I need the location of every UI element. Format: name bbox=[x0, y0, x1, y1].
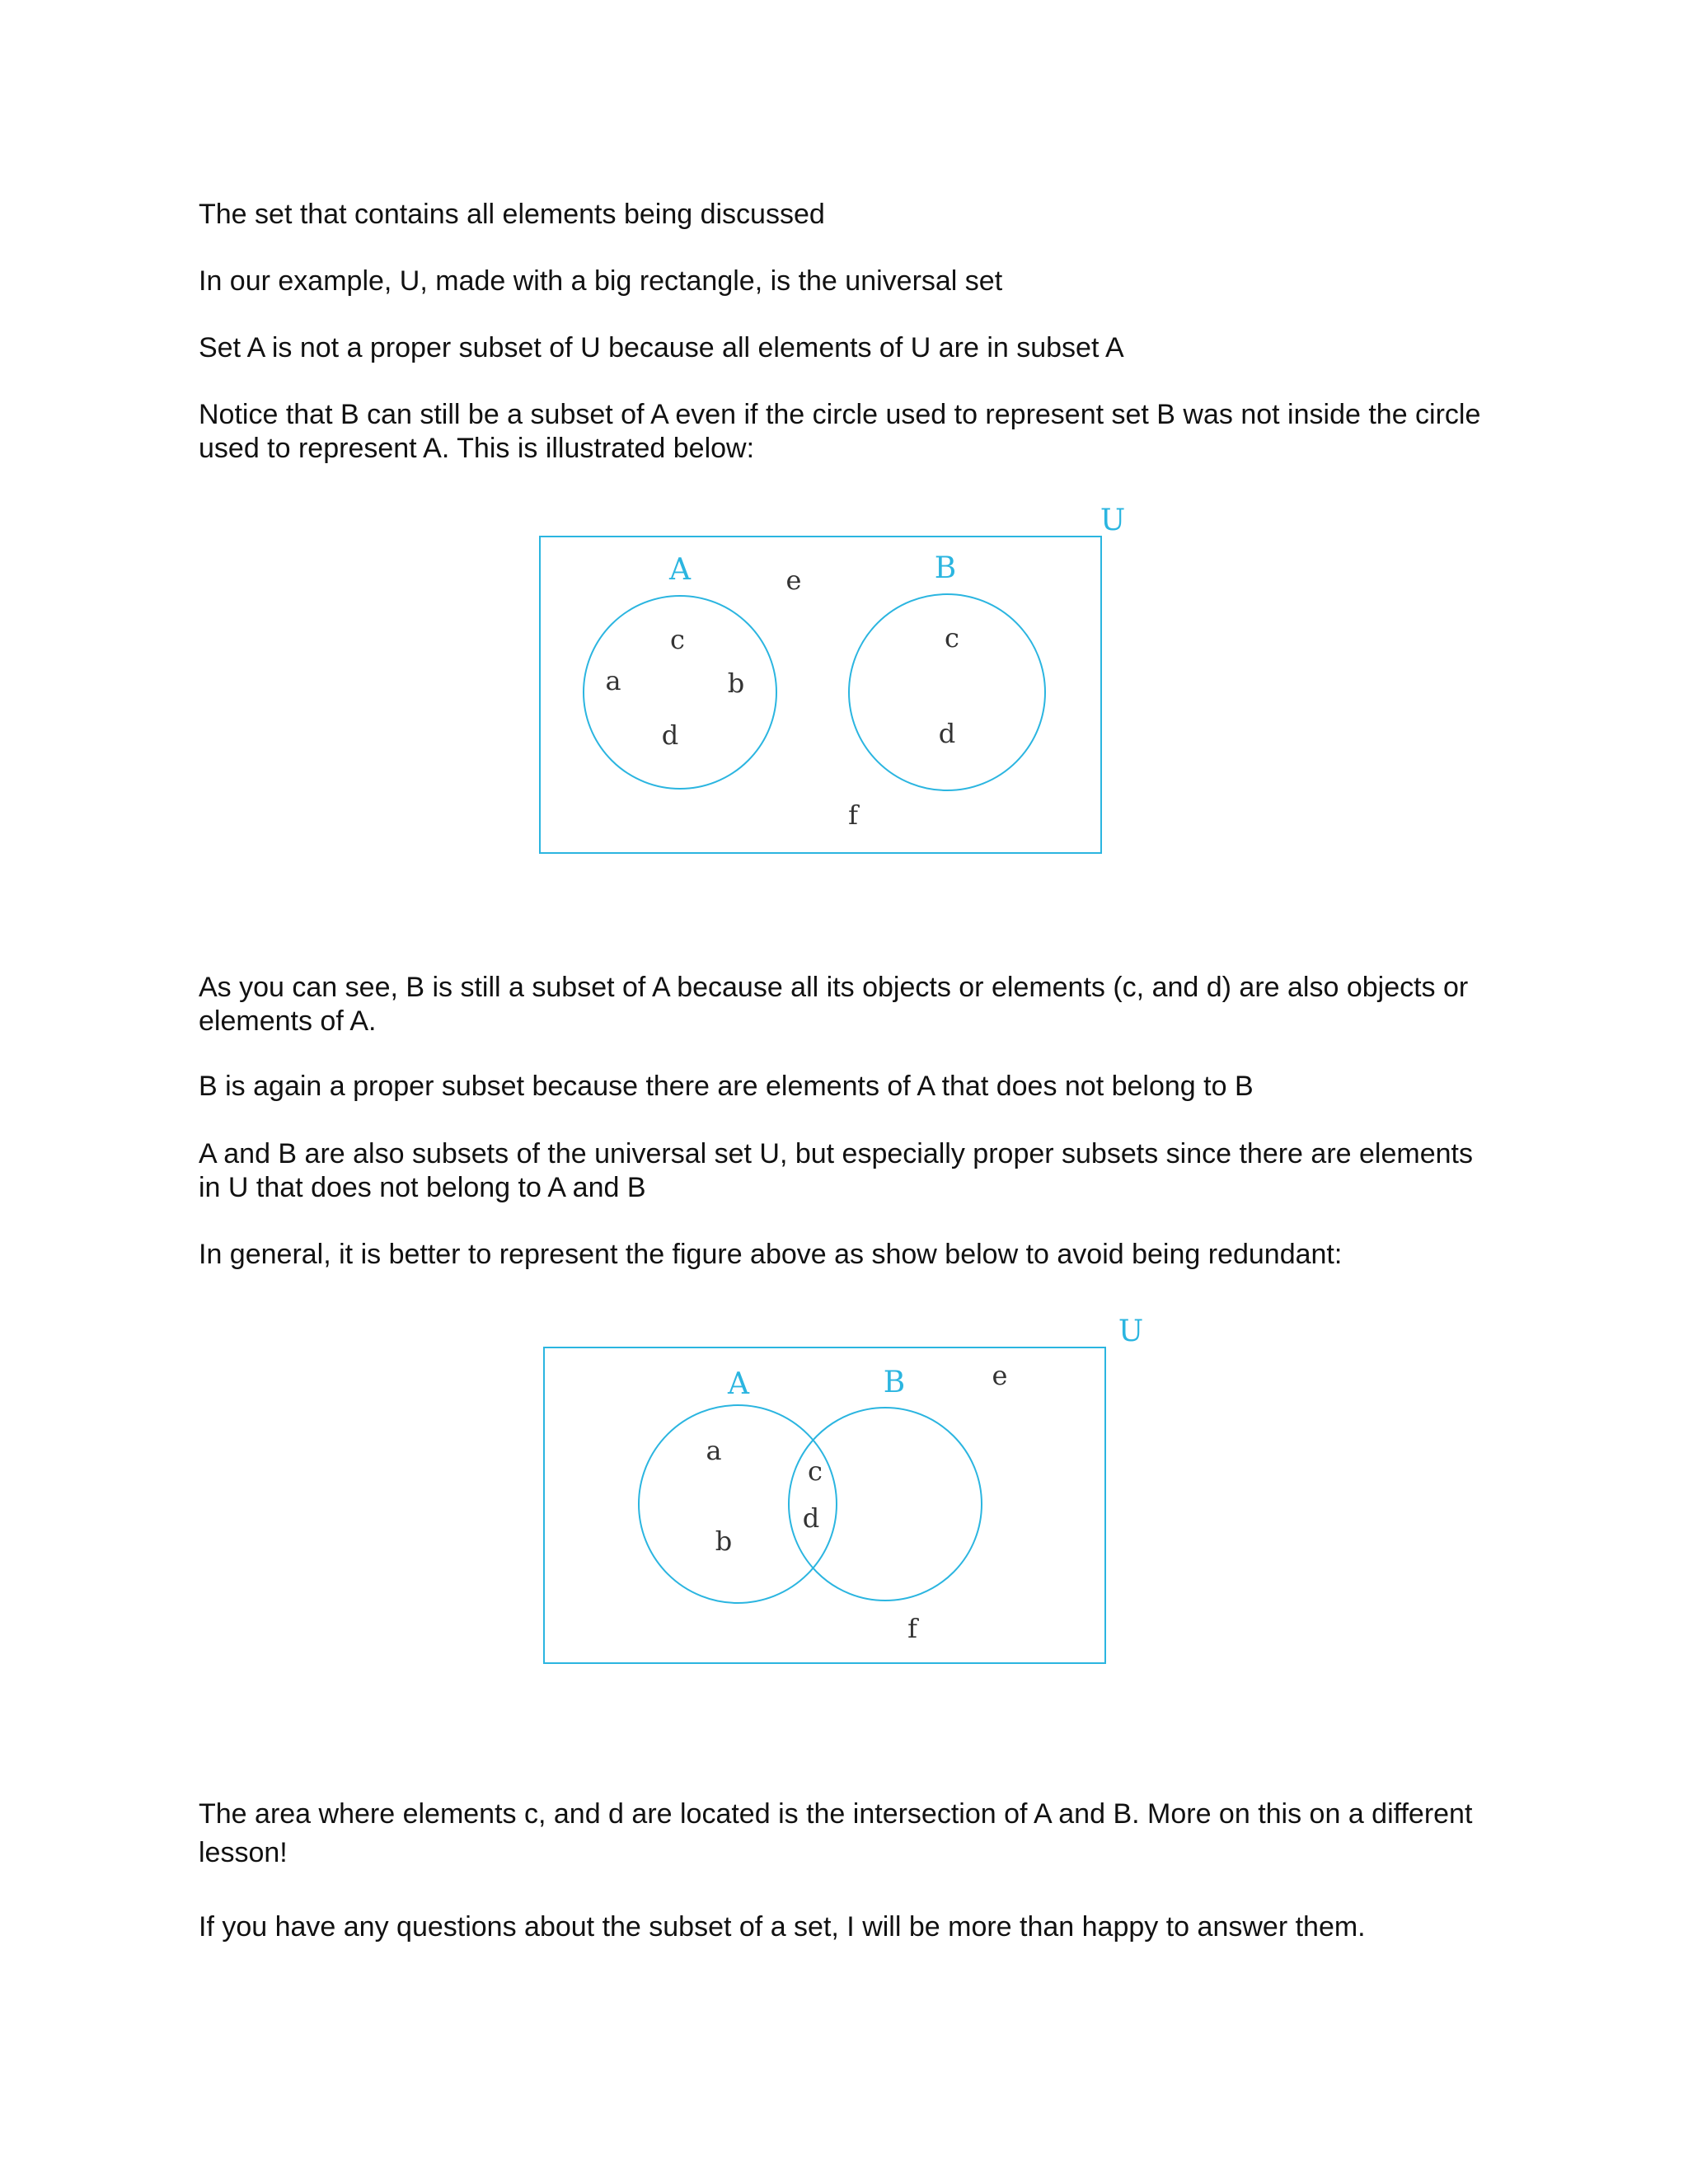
paragraph-still-subset: As you can see, B is still a subset of A because all its objects or elements (c, and d) are also objects or elements of A. bbox=[199, 972, 1469, 1037]
universe-label: U bbox=[1100, 504, 1126, 537]
element-f: f bbox=[848, 799, 858, 831]
element-a: a bbox=[706, 1435, 722, 1466]
element-c-in-a: c bbox=[670, 624, 685, 655]
element-b: b bbox=[727, 668, 745, 699]
paragraph-proper-subset: B is again a proper subset because there are elements of A that does not belong to B bbox=[199, 1071, 1254, 1102]
set-b-label: B bbox=[934, 551, 957, 585]
element-c-in-b: c bbox=[945, 622, 959, 654]
element-e: e bbox=[992, 1360, 1008, 1391]
paragraph-notice: Notice that B can still be a subset of A even if the circle used to represent set B was not inside the circle used to represent A. This is illustrated below: bbox=[199, 399, 1481, 464]
element-a: a bbox=[605, 665, 621, 696]
set-a-label: A bbox=[728, 1367, 749, 1401]
universe-rectangle bbox=[544, 1347, 1105, 1663]
element-d-intersection: d bbox=[802, 1502, 820, 1534]
element-e: e bbox=[785, 565, 802, 596]
set-b-label: B bbox=[883, 1366, 906, 1399]
set-a-label: A bbox=[669, 553, 691, 587]
universe-rectangle bbox=[540, 537, 1101, 853]
paragraph-in-general: In general, it is better to represent the figure above as show below to avoid being redundant: bbox=[199, 1239, 1343, 1270]
element-d-in-b: d bbox=[938, 718, 956, 749]
element-f: f bbox=[907, 1613, 917, 1644]
element-b: b bbox=[715, 1526, 733, 1557]
paragraph-universal-definition: The set that contains all elements being discussed bbox=[199, 199, 825, 230]
paragraph-not-proper-subset: Set A is not a proper subset of U because all elements of U are in subset A bbox=[199, 332, 1124, 363]
universe-label: U bbox=[1118, 1315, 1144, 1348]
paragraph-closing: If you have any questions about the subset of a set, I will be more than happy to answer them. bbox=[199, 1911, 1366, 1943]
venn-diagram-overlapping bbox=[532, 1306, 1144, 1677]
element-c-intersection: c bbox=[808, 1455, 823, 1487]
paragraph-intersection: The area where elements c, and d are located is the intersection of A and B. More on this on a different lesson! bbox=[199, 1798, 1473, 1868]
venn-diagram-separate bbox=[528, 494, 1126, 865]
paragraph-universal-subsets: A and B are also subsets of the universal set U, but especially proper subsets since there are elements in U that does not belong to A and B bbox=[199, 1138, 1473, 1203]
paragraph-universal-example: In our example, U, made with a big rectangle, is the universal set bbox=[199, 265, 1003, 297]
element-d-in-a: d bbox=[661, 719, 679, 751]
